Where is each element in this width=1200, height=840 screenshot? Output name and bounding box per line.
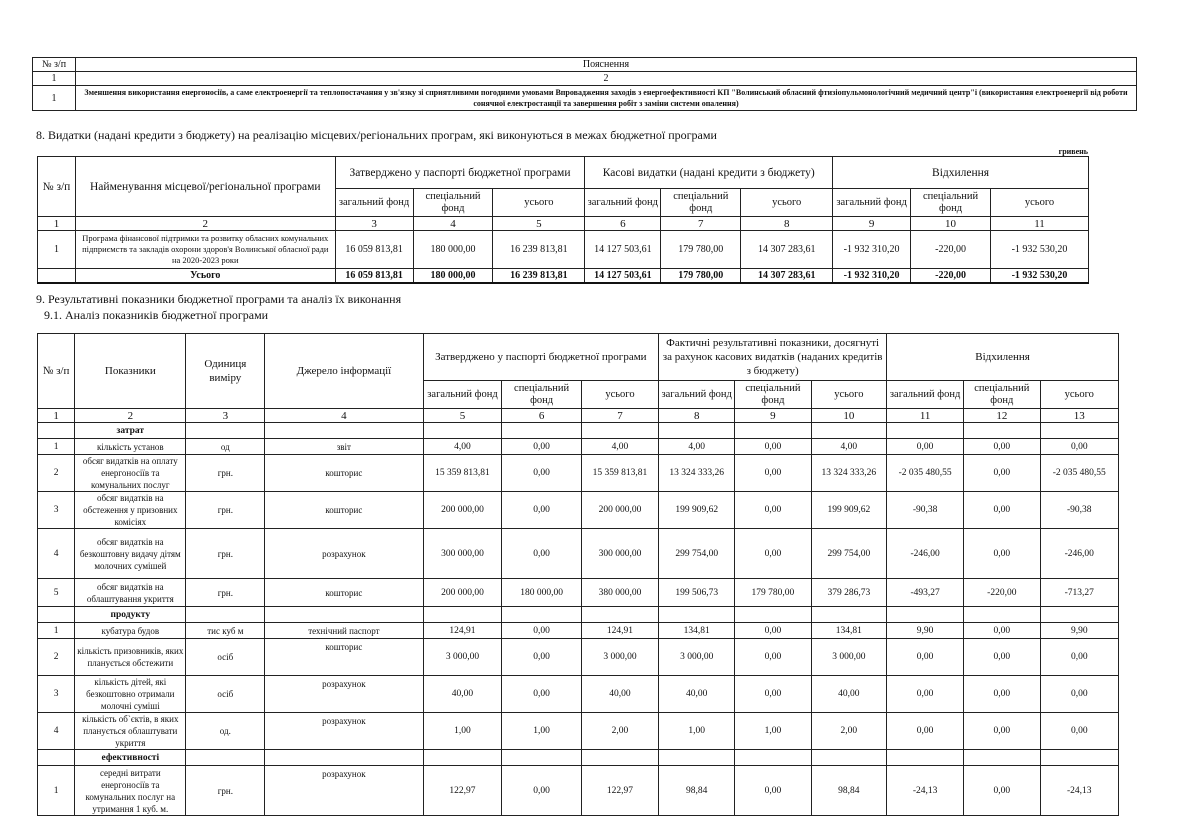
actual-general: 4,00	[659, 439, 735, 455]
approved-total: 380 000,00	[581, 579, 658, 607]
header-total: усього	[811, 381, 887, 409]
total-cash-total: 14 307 283,61	[741, 269, 833, 284]
category-row	[38, 423, 1119, 439]
empty-cell	[1040, 750, 1118, 766]
header-special-fund: спеціальний фонд	[413, 189, 493, 217]
column-number: 1	[33, 72, 76, 86]
column-number: 2	[75, 409, 186, 423]
approved-total: 300 000,00	[581, 529, 658, 579]
table-row	[38, 455, 1119, 492]
column-number: 1	[38, 409, 75, 423]
deviation-total: 9,90	[1040, 623, 1118, 639]
empty-cell	[811, 750, 887, 766]
deviation-special: 0,00	[964, 639, 1040, 676]
deviation-special: -220,00	[964, 579, 1040, 607]
empty-cell	[811, 423, 887, 439]
approved-total: 124,91	[581, 623, 658, 639]
actual-special: 1,00	[735, 713, 811, 750]
category-row	[38, 750, 1119, 766]
column-number: 2	[76, 72, 1137, 86]
total-approved-total: 16 239 813,81	[493, 269, 585, 284]
approved-special: 0,00	[502, 623, 581, 639]
approved-total: 40,00	[581, 676, 658, 713]
unit-of-measure: од.	[186, 713, 265, 750]
header-group-deviation: Відхилення	[833, 157, 1089, 189]
empty-cell	[186, 607, 265, 623]
approved-general: 16 059 813,81	[335, 231, 413, 269]
explanation-table	[32, 57, 1137, 111]
unit-of-measure: грн.	[186, 455, 265, 492]
approved-total: 3 000,00	[581, 639, 658, 676]
header-group-approved: Затверджено у паспорті бюджетної програми	[423, 334, 659, 381]
header-group-actual: Фактичні результативні показники, досягнуті за рахунок касових видатків (наданих кредитів з бюджету)	[659, 334, 887, 381]
column-number: 6	[585, 217, 661, 231]
approved-total: 122,97	[581, 766, 658, 816]
total-cash-general: 14 127 503,61	[585, 269, 661, 284]
header-source: Джерело інформації	[265, 334, 423, 409]
actual-total: 379 286,73	[811, 579, 887, 607]
empty-cell	[265, 750, 423, 766]
empty-cell	[964, 423, 1040, 439]
deviation-total: -246,00	[1040, 529, 1118, 579]
deviation-special: 0,00	[964, 676, 1040, 713]
header-special-fund: спеціальний фонд	[911, 189, 991, 217]
actual-general: 199 909,62	[659, 492, 735, 529]
unit-of-measure: грн.	[186, 529, 265, 579]
header-group-approved: Затверджено у паспорті бюджетної програми	[335, 157, 585, 189]
indicator-name: обсяг видатків на обстеження у призовних комісіях	[75, 492, 186, 529]
approved-special: 0,00	[502, 766, 581, 816]
approved-special: 0,00	[502, 455, 581, 492]
category-name: ефективності	[75, 750, 186, 766]
header-program-name: Найменування місцевої/регіональної програми	[75, 157, 335, 217]
programs-table	[37, 156, 1089, 284]
empty-cell	[186, 750, 265, 766]
actual-general: 40,00	[659, 676, 735, 713]
empty-cell	[502, 607, 581, 623]
actual-total: 199 909,62	[811, 492, 887, 529]
deviation-special: -220,00	[911, 231, 991, 269]
row-no: 3	[38, 676, 75, 713]
deviation-total: -90,38	[1040, 492, 1118, 529]
unit-of-measure: грн.	[186, 766, 265, 816]
empty-cell	[502, 423, 581, 439]
indicator-name: обсяг видатків на оплату енергоносіїв та комунальних послуг	[75, 455, 186, 492]
actual-general: 13 324 333,26	[659, 455, 735, 492]
empty-cell	[735, 607, 811, 623]
empty-cell	[811, 607, 887, 623]
column-number: 10	[811, 409, 887, 423]
header-general-fund: загальний фонд	[423, 381, 502, 409]
header-unit: Одиниця виміру	[186, 334, 265, 409]
header-general-fund: загальний фонд	[659, 381, 735, 409]
total-deviation-special: -220,00	[911, 269, 991, 284]
header-no: № з/п	[33, 58, 76, 72]
deviation-total: 0,00	[1040, 676, 1118, 713]
deviation-general: -1 932 310,20	[833, 231, 911, 269]
table-row	[38, 766, 1119, 816]
actual-total: 3 000,00	[811, 639, 887, 676]
indicator-name: кількість призовників, яких планується обстежити	[75, 639, 186, 676]
empty-cell	[964, 607, 1040, 623]
actual-special: 0,00	[735, 676, 811, 713]
table-row	[38, 623, 1119, 639]
deviation-general: 9,90	[887, 623, 964, 639]
actual-special: 179 780,00	[735, 579, 811, 607]
indicators-table	[37, 333, 1119, 816]
information-source: технічний паспорт	[265, 623, 423, 639]
actual-special: 0,00	[735, 529, 811, 579]
empty-cell	[659, 607, 735, 623]
column-number: 6	[502, 409, 581, 423]
unit-of-measure: осіб	[186, 639, 265, 676]
column-numbers-row	[38, 409, 1119, 423]
cash-general: 14 127 503,61	[585, 231, 661, 269]
empty-cell	[581, 750, 658, 766]
actual-special: 0,00	[735, 439, 811, 455]
deviation-total: -24,13	[1040, 766, 1118, 816]
row-no: 1	[38, 623, 75, 639]
table-row	[38, 439, 1119, 455]
category-no-cell	[38, 423, 75, 439]
approved-special: 0,00	[502, 639, 581, 676]
information-source: кошторис	[265, 492, 423, 529]
deviation-general: -2 035 480,55	[887, 455, 964, 492]
header-general-fund: загальний фонд	[335, 189, 413, 217]
deviation-special: 0,00	[964, 529, 1040, 579]
information-source: розрахунок	[265, 766, 423, 816]
column-number: 7	[581, 409, 658, 423]
empty-cell	[1040, 607, 1118, 623]
table-row	[38, 231, 1089, 269]
deviation-total: 0,00	[1040, 713, 1118, 750]
deviation-special: 0,00	[964, 492, 1040, 529]
header-total: усього	[581, 381, 658, 409]
deviation-total: -2 035 480,55	[1040, 455, 1118, 492]
approved-special: 180 000,00	[502, 579, 581, 607]
indicator-name: обсяг видатків на безкоштовну видачу дітям молочних сумішей	[75, 529, 186, 579]
indicator-name: кількість об`єктів, в яких планується облаштувати укриття	[75, 713, 186, 750]
column-number: 13	[1040, 409, 1118, 423]
unit-of-measure: грн.	[186, 492, 265, 529]
approved-special: 0,00	[502, 492, 581, 529]
deviation-general: 0,00	[887, 639, 964, 676]
actual-special: 0,00	[735, 623, 811, 639]
indicator-name: обсяг видатків на облаштування укриття	[75, 579, 186, 607]
empty-cell	[659, 423, 735, 439]
explanation-text: Зменшення використання енергоносіїв, а саме електроенергії та теплопостачання у зв'язку зі сприятливими погодними умовами Впровадження заходів з енергоефективності КП "Волинський обласний фтизіопульмонологічний медичний центр"і (використання електроенергії від роботи сонячної електростанції та завершення робіт з заміни системи опалення)	[76, 86, 1137, 111]
empty-cell	[964, 750, 1040, 766]
total-deviation-total: -1 932 530,20	[991, 269, 1089, 284]
deviation-general: 0,00	[887, 676, 964, 713]
deviation-general: -493,27	[887, 579, 964, 607]
indicators-body	[38, 423, 1119, 816]
cash-special: 179 780,00	[661, 231, 741, 269]
cash-total: 14 307 283,61	[741, 231, 833, 269]
approved-general: 1,00	[423, 713, 502, 750]
deviation-special: 0,00	[964, 713, 1040, 750]
column-number: 12	[964, 409, 1040, 423]
empty-cell	[186, 423, 265, 439]
header-total: усього	[1040, 381, 1118, 409]
approved-special: 0,00	[502, 676, 581, 713]
indicator-name: кубатура будов	[75, 623, 186, 639]
approved-general: 200 000,00	[423, 579, 502, 607]
header-total: усього	[741, 189, 833, 217]
row-no: 1	[38, 766, 75, 816]
empty-cell	[502, 750, 581, 766]
header-general-fund: загальний фонд	[833, 189, 911, 217]
approved-general: 15 359 813,81	[423, 455, 502, 492]
header-indicator: Показники	[75, 334, 186, 409]
empty-cell	[581, 423, 658, 439]
header-no: № з/п	[38, 157, 76, 217]
header-special-fund: спеціальний фонд	[661, 189, 741, 217]
table-row	[38, 676, 1119, 713]
actual-general: 1,00	[659, 713, 735, 750]
empty-cell	[887, 750, 964, 766]
row-no: 1	[38, 439, 75, 455]
table-row	[38, 529, 1119, 579]
deviation-general: -24,13	[887, 766, 964, 816]
category-row	[38, 607, 1119, 623]
column-number: 8	[659, 409, 735, 423]
table-row	[38, 579, 1119, 607]
header-general-fund: загальний фонд	[585, 189, 661, 217]
information-source: розрахунок	[265, 713, 423, 750]
deviation-special: 0,00	[964, 623, 1040, 639]
deviation-general: -90,38	[887, 492, 964, 529]
total-cash-special: 179 780,00	[661, 269, 741, 284]
column-number: 10	[911, 217, 991, 231]
deviation-special: 0,00	[964, 766, 1040, 816]
indicator-name: кількість дітей, які безкоштовно отримали молочні суміші	[75, 676, 186, 713]
actual-general: 134,81	[659, 623, 735, 639]
empty-cell	[265, 423, 423, 439]
actual-general: 299 754,00	[659, 529, 735, 579]
row-no: 3	[38, 492, 75, 529]
information-source: кошторис	[265, 639, 423, 676]
information-source: звіт	[265, 439, 423, 455]
empty-cell	[659, 750, 735, 766]
total-no-cell	[38, 269, 76, 284]
empty-cell	[887, 423, 964, 439]
deviation-total: 0,00	[1040, 439, 1118, 455]
approved-special: 180 000,00	[413, 231, 493, 269]
total-approved-general: 16 059 813,81	[335, 269, 413, 284]
information-source: кошторис	[265, 455, 423, 492]
approved-special: 0,00	[502, 439, 581, 455]
unit-of-measure: од	[186, 439, 265, 455]
approved-general: 122,97	[423, 766, 502, 816]
approved-general: 200 000,00	[423, 492, 502, 529]
deviation-special: 0,00	[964, 439, 1040, 455]
header-special-fund: спеціальний фонд	[964, 381, 1040, 409]
empty-cell	[887, 607, 964, 623]
header-total: усього	[991, 189, 1089, 217]
actual-total: 98,84	[811, 766, 887, 816]
deviation-general: 0,00	[887, 713, 964, 750]
column-number: 9	[833, 217, 911, 231]
actual-total: 134,81	[811, 623, 887, 639]
program-name: Програма фінансової підтримки та розвитку обласних комунальних підприємств та закладів охорони здоров'я Волинської обласної ради на 2020-2023 роки	[75, 231, 335, 269]
actual-general: 3 000,00	[659, 639, 735, 676]
row-no: 5	[38, 579, 75, 607]
section-8-title: 8. Видатки (надані кредити з бюджету) на реалізацію місцевих/регіональних програм, які виконуються в межах бюджетної програми	[36, 128, 717, 142]
unit-of-measure: осіб	[186, 676, 265, 713]
information-source: кошторис	[265, 579, 423, 607]
empty-cell	[581, 607, 658, 623]
category-name: затрат	[75, 423, 186, 439]
approved-total: 15 359 813,81	[581, 455, 658, 492]
actual-special: 0,00	[735, 492, 811, 529]
information-source: розрахунок	[265, 676, 423, 713]
empty-cell	[423, 750, 502, 766]
actual-special: 0,00	[735, 455, 811, 492]
column-number: 11	[991, 217, 1089, 231]
total-approved-special: 180 000,00	[413, 269, 493, 284]
actual-special: 0,00	[735, 639, 811, 676]
column-numbers-row	[38, 217, 1089, 231]
actual-total: 40,00	[811, 676, 887, 713]
row-no: 1	[33, 86, 76, 111]
currency-unit-label: гривень	[1058, 147, 1088, 156]
total-deviation-general: -1 932 310,20	[833, 269, 911, 284]
table-row	[38, 713, 1119, 750]
empty-cell	[1040, 423, 1118, 439]
unit-of-measure: грн.	[186, 579, 265, 607]
column-number: 3	[335, 217, 413, 231]
total-label: Усього	[75, 269, 335, 284]
approved-general: 3 000,00	[423, 639, 502, 676]
approved-total: 2,00	[581, 713, 658, 750]
column-number: 5	[493, 217, 585, 231]
actual-total: 2,00	[811, 713, 887, 750]
column-number: 7	[661, 217, 741, 231]
approved-special: 1,00	[502, 713, 581, 750]
empty-cell	[735, 423, 811, 439]
approved-total: 200 000,00	[581, 492, 658, 529]
column-number: 11	[887, 409, 964, 423]
header-total: усього	[493, 189, 585, 217]
column-number: 4	[265, 409, 423, 423]
header-explanation: Пояснення	[76, 58, 1137, 72]
approved-total: 4,00	[581, 439, 658, 455]
approved-total: 16 239 813,81	[493, 231, 585, 269]
actual-special: 0,00	[735, 766, 811, 816]
section-9-1-title: 9.1. Аналіз показників бюджетної програми	[44, 308, 269, 322]
row-no: 2	[38, 639, 75, 676]
deviation-total: 0,00	[1040, 639, 1118, 676]
row-no: 4	[38, 713, 75, 750]
category-no-cell	[38, 750, 75, 766]
approved-special: 0,00	[502, 529, 581, 579]
indicator-name: кількість установ	[75, 439, 186, 455]
column-number: 2	[75, 217, 335, 231]
table-row	[38, 492, 1119, 529]
column-number: 4	[413, 217, 493, 231]
deviation-general: 0,00	[887, 439, 964, 455]
category-name: продукту	[75, 607, 186, 623]
approved-general: 4,00	[423, 439, 502, 455]
approved-general: 40,00	[423, 676, 502, 713]
column-number: 8	[741, 217, 833, 231]
header-no: № з/п	[38, 334, 75, 409]
information-source: розрахунок	[265, 529, 423, 579]
header-special-fund: спеціальний фонд	[502, 381, 581, 409]
header-group-cash: Касові видатки (надані кредити з бюджету)	[585, 157, 833, 189]
column-number: 5	[423, 409, 502, 423]
indicator-name: середні витрати енергоносіїв та комунальних послуг на утримання 1 куб. м.	[75, 766, 186, 816]
table-row	[38, 639, 1119, 676]
header-special-fund: спеціальний фонд	[735, 381, 811, 409]
empty-cell	[735, 750, 811, 766]
category-no-cell	[38, 607, 75, 623]
section-9-title: 9. Результативні показники бюджетної програми та аналіз їх виконання	[36, 292, 402, 306]
row-no: 4	[38, 529, 75, 579]
row-no: 2	[38, 455, 75, 492]
empty-cell	[423, 423, 502, 439]
actual-total: 4,00	[811, 439, 887, 455]
row-no: 1	[38, 231, 76, 269]
actual-total: 299 754,00	[811, 529, 887, 579]
total-row	[38, 269, 1089, 284]
column-number: 1	[38, 217, 76, 231]
table-row	[33, 86, 1137, 111]
empty-cell	[265, 607, 423, 623]
column-number: 3	[186, 409, 265, 423]
header-group-deviation: Відхилення	[887, 334, 1119, 381]
header-general-fund: загальний фонд	[887, 381, 964, 409]
deviation-total: -713,27	[1040, 579, 1118, 607]
deviation-general: -246,00	[887, 529, 964, 579]
deviation-special: 0,00	[964, 455, 1040, 492]
approved-general: 124,91	[423, 623, 502, 639]
column-number: 9	[735, 409, 811, 423]
actual-general: 98,84	[659, 766, 735, 816]
unit-of-measure: тис куб м	[186, 623, 265, 639]
actual-total: 13 324 333,26	[811, 455, 887, 492]
deviation-total: -1 932 530,20	[991, 231, 1089, 269]
empty-cell	[423, 607, 502, 623]
approved-general: 300 000,00	[423, 529, 502, 579]
actual-general: 199 506,73	[659, 579, 735, 607]
